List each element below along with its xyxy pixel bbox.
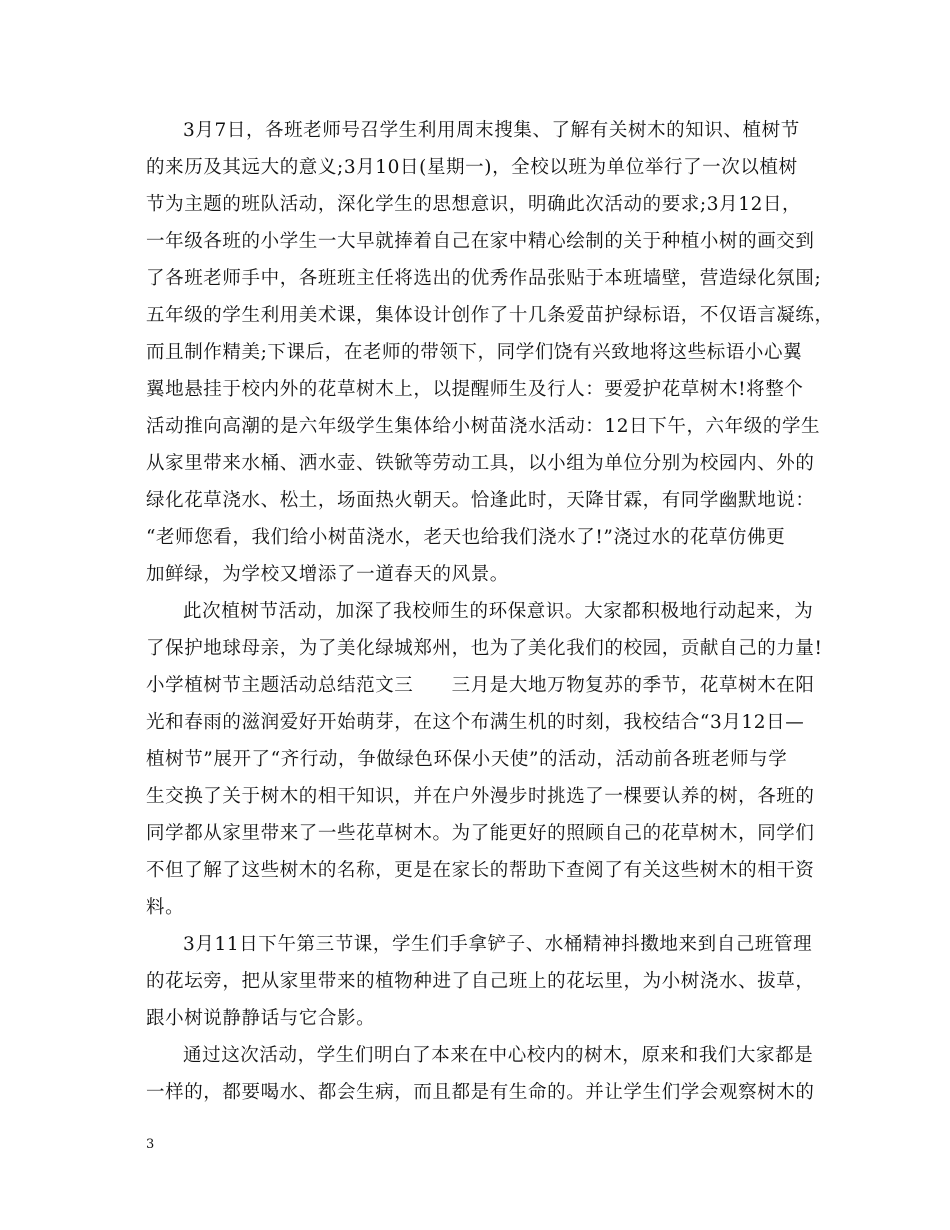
text-line: 同学都从家里带来了一些花草树木。为了能更好的照顾自己的花草树木，同学们	[146, 823, 815, 844]
text-line: 不但了解了这些树木的名称，更是在家长的帮助下查阅了有关这些树木的相干资	[146, 860, 815, 881]
text-line: 了各班老师手中，各班班主任将选出的优秀作品张贴于本班墙壁，营造绿化氛围;	[146, 268, 822, 289]
text-line: 从家里带来水桶、洒水壶、铁锨等劳动工具，以小组为单位分别为校园内、外的	[146, 453, 815, 474]
text-line: 光和春雨的滋润爱好开始萌芽，在这个布满生机的时刻，我校结合“3月12日—	[146, 712, 805, 733]
text-line: 植树节”展开了“齐行动，争做绿色环保小天使”的活动，活动前各班老师与学	[146, 749, 788, 770]
text-line: 绿化花草浇水、松土，场面热火朝天。恰逢此时，天降甘霖，有同学幽默地说：	[146, 490, 815, 511]
text-line: 此次植树节活动，加深了我校师生的环保意识。大家都积极地行动起来，为	[183, 601, 814, 622]
text-line: 五年级的学生利用美术课，集体设计创作了十几条爱苗护绿标语，不仅语言凝练，	[146, 305, 834, 326]
page-number: 3	[146, 1137, 155, 1152]
text-line: 活动推向高潮的是六年级学生集体给小树苗浇水活动：12日下午，六年级的学生	[146, 416, 821, 437]
text-line: 料。	[146, 897, 185, 918]
text-line: 通过这次活动，学生们明白了本来在中心校内的树木，原来和我们大家都是	[183, 1045, 814, 1066]
text-line: 节为主题的班队活动，深化学生的思想意识，明确此次活动的要求;3月12日，	[146, 194, 802, 215]
text-line: 一年级各班的小学生一大早就捧着自己在家中精心绘制的关于种植小树的画交到	[146, 231, 815, 252]
text-line: 3月7日，各班老师号召学生利用周末搜集、了解有关树木的知识、植树节	[183, 120, 800, 141]
text-line: 跟小树说静静话与它合影。	[146, 1008, 376, 1029]
text-line: “老师您看，我们给小树苗浇水，老天也给我们浇水了!”浇过水的花草仿佛更	[146, 527, 786, 548]
text-line: 3月11日下午第三节课，学生们手拿铲子、水桶精神抖擞地来到自己班管理	[183, 934, 813, 955]
text-line: 生交换了关于树木的相干知识，并在户外漫步时挑选了一棵要认养的树，各班的	[146, 786, 815, 807]
text-line: 一样的，都要喝水、都会生病，而且都是有生命的。并让学生们学会观察树木的	[146, 1082, 815, 1103]
text-line: 小学植树节主题活动总结范文三 三月是大地万物复苏的季节，花草树木在阳	[146, 675, 815, 696]
text-line: 的花坛旁，把从家里带来的植物种进了自己班上的花坛里，为小树浇水、拔草，	[146, 971, 815, 992]
text-line: 翼地悬挂于校内外的花草树木上，以提醒师生及行人：要爱护花草树木!将整个	[146, 379, 804, 400]
text-line: 加鲜绿，为学校又增添了一道春天的风景。	[146, 564, 509, 585]
text-line: 了保护地球母亲，为了美化绿城郑州，也为了美化我们的校园，贡献自己的力量!	[146, 638, 823, 659]
text-line: 的来历及其远大的意义;3月10日(星期一)，全校以班为单位举行了一次以植树	[146, 157, 798, 178]
text-line: 而且制作精美;下课后，在老师的带领下，同学们饶有兴致地将这些标语小心翼	[146, 342, 803, 363]
